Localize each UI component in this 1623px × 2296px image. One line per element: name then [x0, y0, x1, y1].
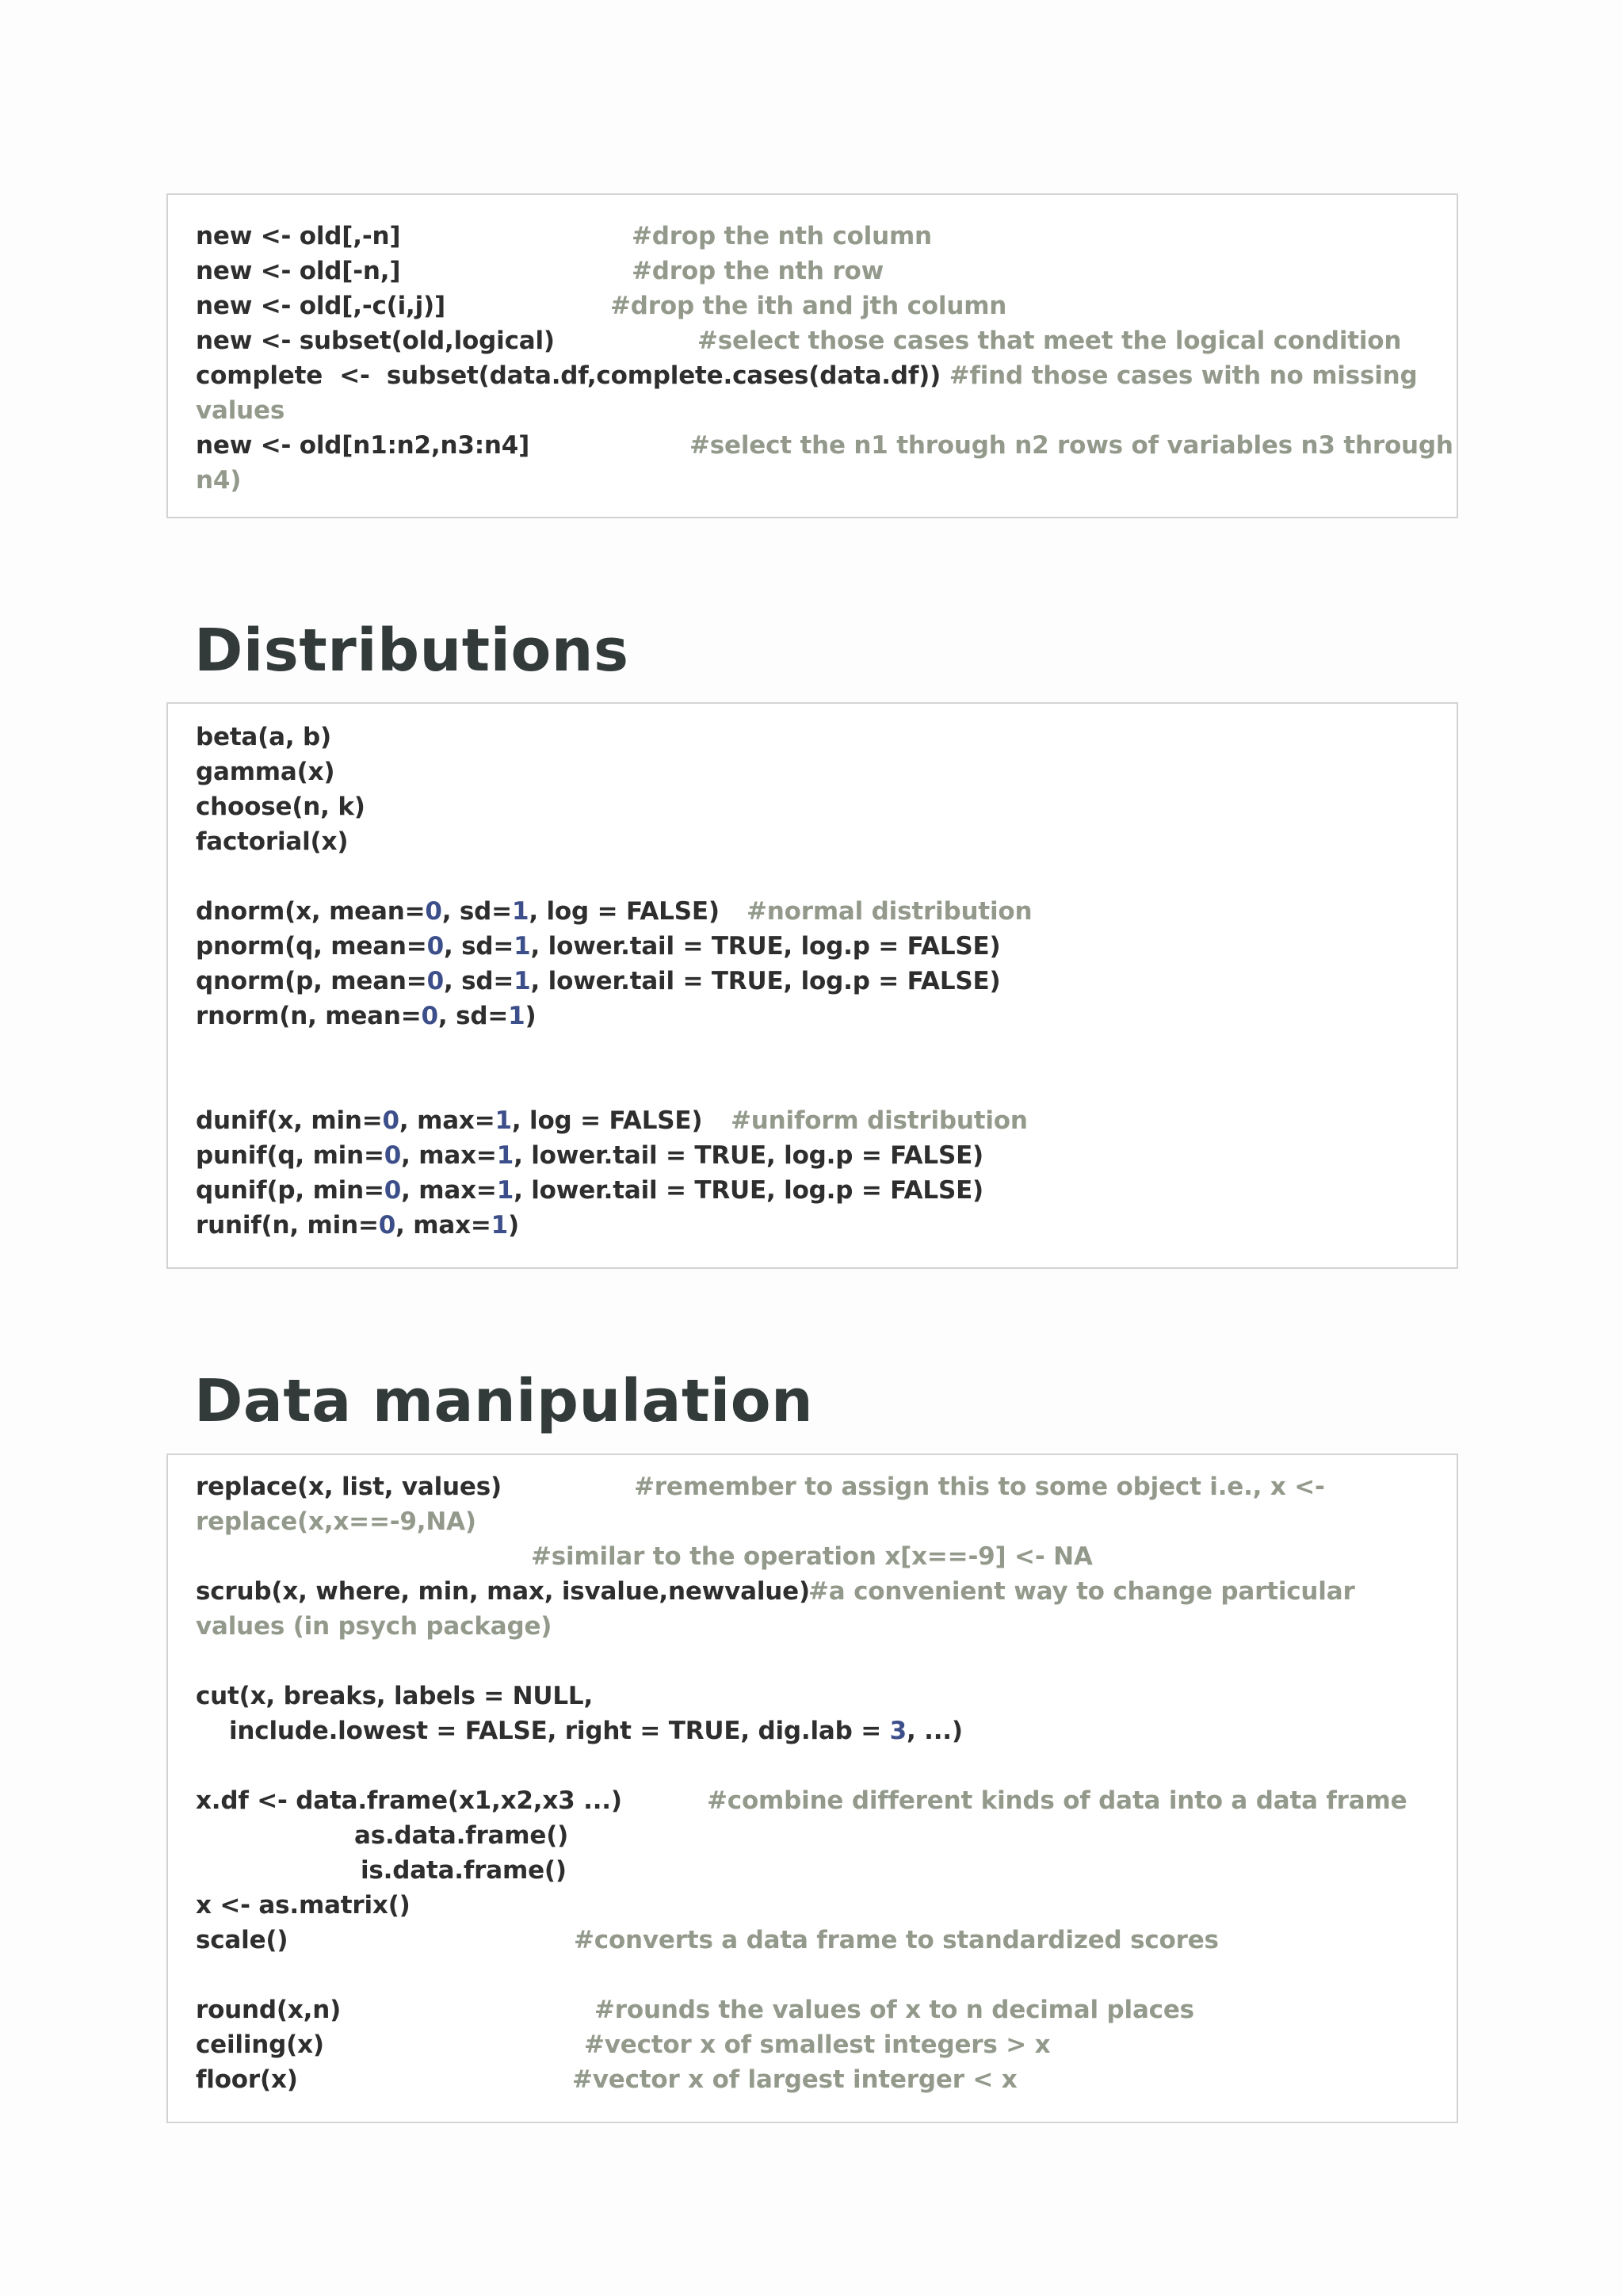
section-heading-distributions: Distributions [194, 617, 629, 685]
code-comment: #combine different kinds of data into a data frame [707, 1786, 1407, 1815]
code-line: new <- old[,-n] [196, 222, 401, 250]
code-line: choose(n, k) [196, 793, 365, 821]
section-heading-data-manipulation: Data manipulation [194, 1367, 814, 1435]
code-comment: replace(x,x==-9,NA) [196, 1507, 476, 1536]
code-line: x.df <- data.frame(x1,x2,x3 ...) [196, 1786, 622, 1815]
code-line: ceiling(x) [196, 2030, 324, 2059]
code-comment: #find those cases with no missing [949, 361, 1418, 390]
distributions-code-block [166, 702, 1458, 1269]
code-line: scrub(x, where, min, max, isvalue,newvalue) [196, 1577, 810, 1606]
code-line: new <- subset(old,logical) [196, 327, 555, 355]
code-line: qnorm(p, mean=0, sd=1, lower.tail = TRUE, log.p = FALSE) [196, 967, 1001, 995]
code-comment: values [196, 396, 285, 425]
code-comment: #similar to the operation x[x==-9] <- NA [531, 1542, 1093, 1571]
code-comment: #vector x of smallest integers > x [584, 2030, 1051, 2059]
code-line: x <- as.matrix() [196, 1891, 411, 1920]
code-comment: #remember to assign this to some object i.e., x <- [634, 1473, 1325, 1501]
code-comment: n4) [196, 466, 242, 495]
code-line: is.data.frame() [361, 1856, 567, 1885]
code-line: new <- old[-n,] [196, 257, 401, 285]
code-line: scale() [196, 1926, 288, 1954]
code-line: round(x,n) [196, 1996, 342, 2024]
code-comment: #converts a data frame to standardized scores [574, 1926, 1219, 1954]
code-line: floor(x) [196, 2065, 298, 2094]
code-line: rnorm(n, mean=0, sd=1) [196, 1002, 537, 1030]
code-line: factorial(x) [196, 827, 349, 856]
data-manipulation-code-block [166, 1454, 1458, 2123]
code-comment: #select those cases that meet the logical condition [697, 327, 1402, 355]
code-line: runif(n, min=0, max=1) [196, 1211, 519, 1240]
code-line: include.lowest = FALSE, right = TRUE, dig.lab = 3, ...) [229, 1717, 963, 1745]
code-line: complete <- subset(data.df,complete.cases(data.df)) #find those cases with no missing [196, 361, 1418, 390]
code-comment: values (in psych package) [196, 1612, 552, 1641]
code-line: punif(q, min=0, max=1, lower.tail = TRUE, log.p = FALSE) [196, 1141, 984, 1170]
code-comment: #select the n1 through n2 rows of variables n3 through [689, 431, 1453, 460]
code-line: new <- old[n1:n2,n3:n4] [196, 431, 530, 460]
code-line: dunif(x, min=0, max=1, log = FALSE) [196, 1106, 703, 1135]
subset-code-block [166, 193, 1458, 518]
code-line: as.data.frame() [354, 1821, 569, 1850]
code-line: replace(x, list, values) [196, 1473, 502, 1501]
code-comment: #rounds the values of x to n decimal places [594, 1996, 1194, 2024]
code-line: dnorm(x, mean=0, sd=1, log = FALSE) [196, 897, 720, 926]
code-line: new <- old[,-c(i,j)] [196, 292, 445, 320]
code-comment: #drop the nth column [632, 222, 932, 250]
code-line: gamma(x) [196, 758, 335, 786]
code-comment: #a convenient way to change particular [808, 1577, 1355, 1606]
code-comment: #vector x of largest interger < x [572, 2065, 1018, 2094]
code-line: pnorm(q, mean=0, sd=1, lower.tail = TRUE, log.p = FALSE) [196, 932, 1001, 961]
code-comment: #drop the ith and jth column [610, 292, 1007, 320]
code-line: beta(a, b) [196, 723, 331, 751]
code-comment: #uniform distribution [731, 1106, 1028, 1135]
code-line: cut(x, breaks, labels = NULL, [196, 1682, 594, 1710]
code-line: qunif(p, min=0, max=1, lower.tail = TRUE, log.p = FALSE) [196, 1176, 984, 1205]
code-comment: #drop the nth row [632, 257, 884, 285]
code-comment: #normal distribution [747, 897, 1033, 926]
